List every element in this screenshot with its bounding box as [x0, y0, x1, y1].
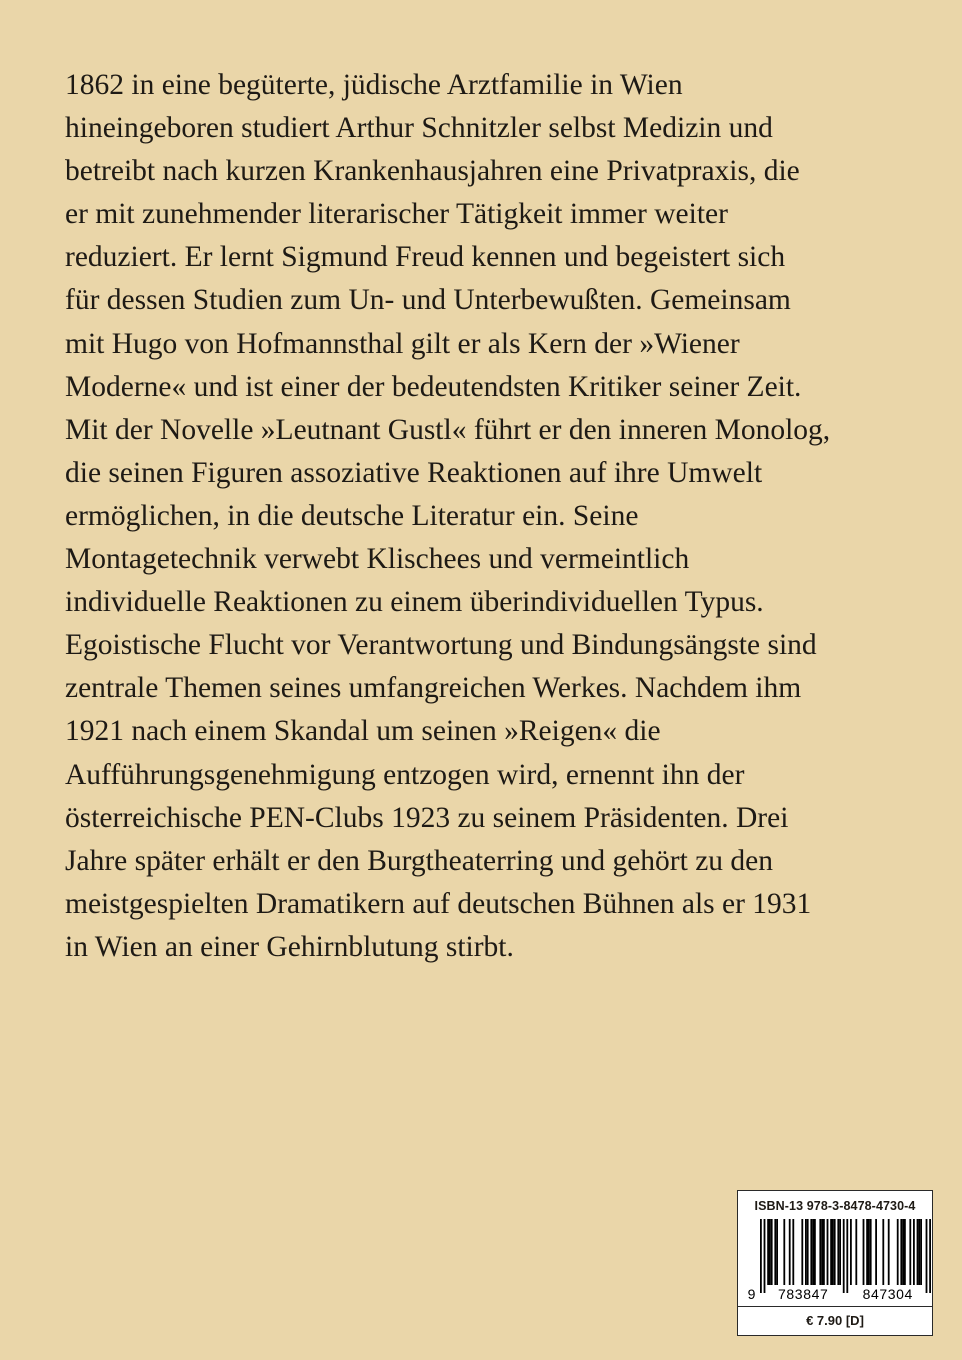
blurb-line: ermöglichen, in die deutsche Literatur ein. Seine — [65, 499, 639, 532]
barcode-bar — [909, 1219, 911, 1285]
barcode-bar — [764, 1219, 766, 1293]
isbn-barcode-box — [737, 1190, 933, 1336]
barcode-bar — [821, 1219, 823, 1285]
barcode-bar — [805, 1219, 807, 1285]
blurb-line: österreichische PEN-Clubs 1923 zu seinem Präsidenten. Drei — [65, 801, 789, 834]
barcode-bar — [920, 1219, 922, 1285]
price-row — [738, 1306, 932, 1337]
barcode-bar — [929, 1219, 931, 1293]
barcode-bar — [774, 1219, 776, 1285]
blurb-line: er mit zunehmender literarischer Tätigkeit immer weiter — [65, 198, 728, 231]
barcode-bar — [760, 1219, 762, 1293]
barcode-bar — [882, 1219, 884, 1285]
barcode-bar — [863, 1219, 865, 1285]
barcode-bar — [900, 1219, 902, 1285]
barcode-bar — [837, 1219, 839, 1285]
blurb-line: individuelle Reaktionen zu einem überindividuellen Typus. — [65, 586, 764, 619]
blurb-line: reduziert. Er lernt Sigmund Freud kennen und begeistert sich — [65, 241, 786, 274]
blurb-line: 1862 in eine begüterte, jüdische Arztfamilie in Wien — [65, 69, 683, 101]
barcode-bar — [832, 1219, 834, 1285]
barcode-bar — [926, 1219, 928, 1293]
barcode-bar — [771, 1219, 773, 1285]
barcode-bar — [830, 1219, 832, 1285]
barcode-bar — [823, 1219, 825, 1285]
barcode-digits: 847304 — [862, 1286, 913, 1302]
barcode-bar — [783, 1219, 785, 1285]
back-cover-blurb — [65, 64, 895, 969]
barcode-bar — [810, 1219, 812, 1285]
barcode-bar — [801, 1219, 803, 1285]
barcode-bar — [913, 1219, 915, 1285]
barcode-bar — [870, 1219, 872, 1285]
blurb-line: für dessen Studien zum Un- und Unterbewußten. Gemeinsam — [65, 284, 791, 317]
barcode-bar — [875, 1219, 877, 1285]
barcode-bar — [855, 1219, 857, 1285]
blurb-line: 1921 nach einem Skandal um seinen »Reigen« die — [65, 715, 661, 748]
barcode-bar — [792, 1219, 794, 1285]
barcode-bar — [767, 1219, 769, 1285]
barcode-bar — [827, 1219, 829, 1285]
barcode-bar — [789, 1219, 791, 1285]
blurb-line: meistgespielten Dramatikern auf deutschen Bühnen als er 1931 — [65, 887, 812, 920]
barcode-bar — [868, 1219, 870, 1285]
price-label: € 7.90 [D] — [806, 1313, 864, 1328]
blurb-line: hineingeboren studiert Arthur Schnitzler selbst Medizin und — [65, 112, 773, 145]
barcode-bar — [902, 1219, 904, 1285]
blurb-line: in Wien an einer Gehirnblutung stirbt. — [65, 930, 514, 963]
blurb-line: betreibt nach kurzen Krankenhausjahren eine Privatpraxis, die — [65, 155, 800, 188]
isbn-label: ISBN-13 978-3-8478-4730-4 — [754, 1199, 916, 1213]
barcode-bar — [769, 1219, 771, 1285]
barcode-bar — [843, 1219, 845, 1293]
barcode-bar — [888, 1219, 890, 1285]
barcode-bar — [850, 1219, 852, 1285]
blurb-line: zentrale Themen seines umfangreichen Werkes. Nachdem ihm — [65, 672, 802, 705]
barcode-bar — [904, 1219, 906, 1285]
barcode-bar — [819, 1219, 821, 1285]
blurb-line: Aufführungsgenehmigung entzogen wird, ernennt ihn der — [65, 758, 745, 791]
barcode-bar — [917, 1219, 919, 1285]
barcode-bar — [807, 1219, 809, 1285]
blurb-line: Egoistische Flucht vor Verantwortung und Bindungsängste sind — [65, 629, 817, 662]
barcode-bar — [814, 1219, 816, 1285]
blurb-line: die seinen Figuren assoziative Reaktionen auf ihre Umwelt — [65, 456, 763, 489]
barcode-bar — [897, 1219, 899, 1285]
blurb-line: mit Hugo von Hofmannsthal gilt er als Kern der »Wiener — [65, 327, 740, 360]
barcode-bar — [918, 1219, 920, 1285]
blurb-line: Montagetechnik verwebt Klischees und vermeintlich — [65, 543, 690, 576]
barcode-bar — [866, 1219, 868, 1285]
barcode-digits: 783847 — [778, 1286, 829, 1302]
barcode-bar — [834, 1219, 836, 1285]
blurb-line: Mit der Novelle »Leutnant Gustl« führt er den inneren Monolog, — [65, 413, 831, 446]
barcode-bar — [846, 1219, 848, 1293]
blurb-line: Jahre später erhält er den Burgtheaterring und gehört zu den — [65, 844, 773, 877]
barcode-bar — [776, 1219, 778, 1285]
barcode-bar — [812, 1219, 814, 1285]
barcode-digits: 9 — [747, 1286, 756, 1302]
barcode-image — [738, 1215, 932, 1305]
blurb-line: Moderne« und ist einer der bedeutendsten Kritiker seiner Zeit. — [65, 370, 802, 403]
barcode-bar — [839, 1219, 841, 1285]
